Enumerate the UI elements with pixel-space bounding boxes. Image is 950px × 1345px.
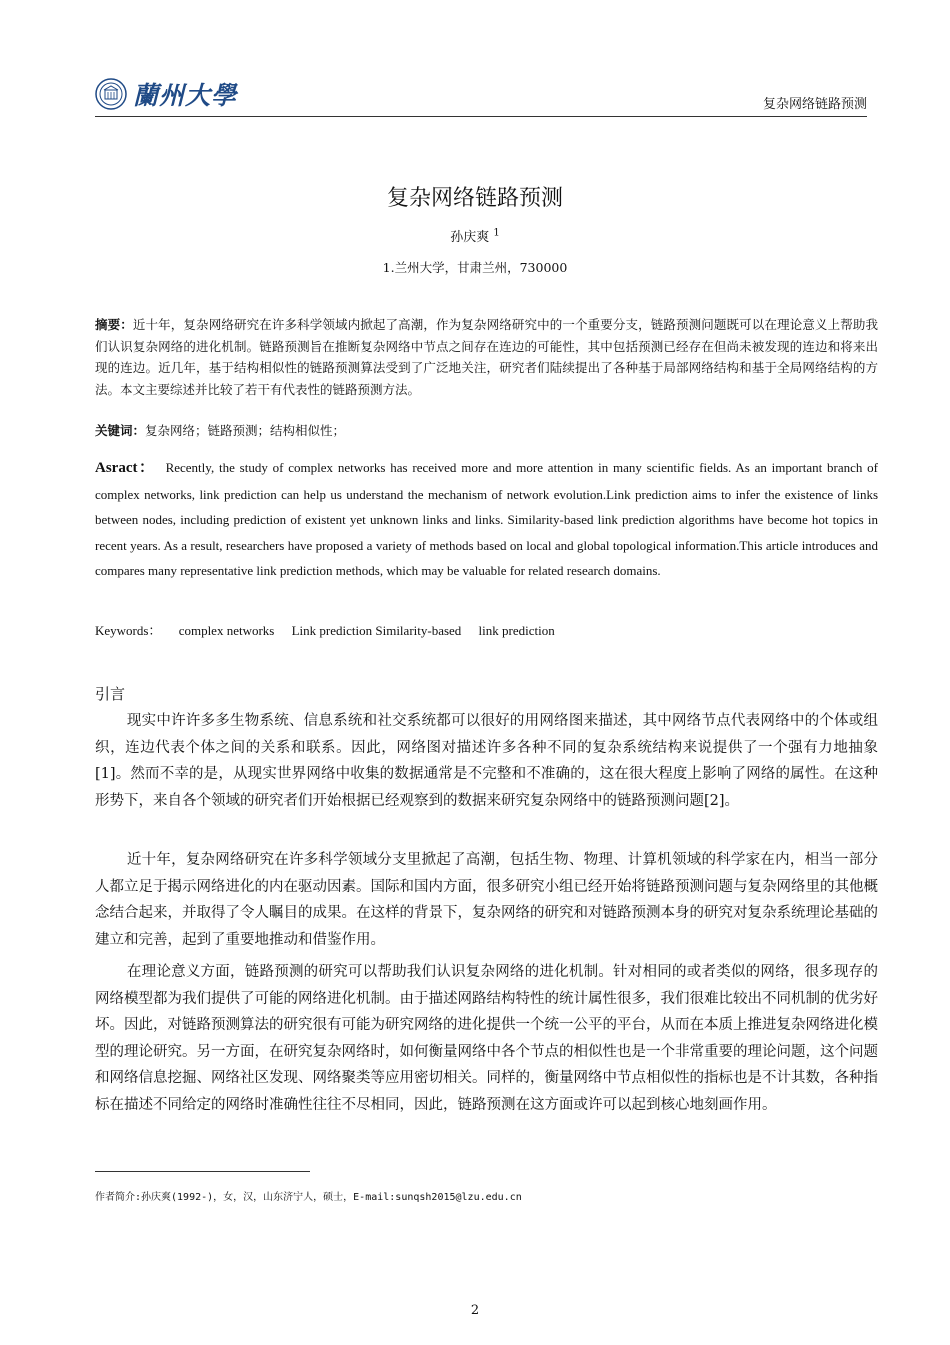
section-heading: 引言 — [95, 685, 126, 703]
keywords-en — [95, 620, 878, 639]
footnote-rule — [95, 1171, 310, 1172]
page-header — [95, 70, 867, 117]
abstract-en-label: Asract： — [95, 460, 156, 476]
university-logo — [95, 76, 237, 112]
abstract-cn-label: 摘要： — [95, 317, 133, 332]
keywords-en-item: link prediction — [478, 623, 555, 638]
page-number: 2 — [470, 1303, 480, 1318]
university-seal-icon — [95, 78, 127, 110]
logo-text: 蘭州大學 — [133, 81, 238, 110]
author-line — [0, 226, 950, 245]
affiliation: 1.兰州大学，甘肃兰州，730000 — [382, 260, 568, 275]
body-paragraph: 近十年，复杂网络研究在许多科学领域分支里掀起了高潮，包括生物、物理、计算机领域的科学家在内，相当一部分人都立足于揭示网络进化的内在驱动因素。国际和国内方面，很多研究小组已经开始将链路预测问题与复杂网络里的其他概念结合起来，并取得了令人瞩目的成果。在这样的背景下，复杂网络的研究和对链路预测本身的研究对复杂系统理论基础的建立和完善，起到了重要地推动和借鉴作用。 — [95, 852, 878, 948]
body-paragraph: 现实中许许多多生物系统、信息系统和社交系统都可以很好的用网络图来描述，其中网络节点代表网络中的个体或组织，连边代表个体之间的关系和联系。因此，网络图对描述许多各种不同的复杂系统结构来说提供了一个强有力地抽象[1]。然而不幸的是，从现实世界网络中收集的数据通常是不完整和不准确的，这在很大程度上影响了网络的属性。在这种形势下，来自各个领域的研究者们开始根据已经观察到的数据来研究复杂网络中的链路预测问题[2]。 — [95, 713, 878, 809]
keywords-en-label: Keywords： — [95, 623, 162, 638]
author-affiliation-mark: 1 — [493, 227, 500, 239]
abstract-cn-text: 近十年，复杂网络研究在许多科学领域内掀起了高潮，作为复杂网络研究中的一个重要分支，链路预测问题既可以在理论意义上帮助我们认识复杂网络的进化机制。链路预测旨在推断复杂网络中节点之间存在连边的可能性，其中包括预测已经存在但尚未被发现的连边和将来出现的连边。近几年，基于结构相似性的链路预测算法受到了广泛地关注，研究者们陆续提出了各种基于局部网络结构和基于全局网络结构的方法。本文主要综述并比较了若干有代表性的链路预测方法。 — [95, 317, 878, 397]
abstract-en-text: Recently, the study of complex networks has received more and more attention in many scientific fields. As an important branch of complex networks, link prediction can help us understand the mechanism of network evolution.Link prediction aims to infer the existence of links between nodes, including prediction of existent yet unknown links and links. Similarity-based link prediction algorithms have become hot topics in recent years. As a result, researchers have proposed a variety of methods based on local and global topological information.This article introduces and compares many representative link prediction methods, which may be valuable for related research domains. — [95, 460, 878, 578]
running-title: 复杂网络链路预测 — [762, 97, 867, 112]
footnote: 作者简介:孙庆爽(1992-)，女，汉，山东济宁人，硕士，E-mail:sunqsh2015@lzu.edu.cn — [95, 1192, 522, 1203]
paper-title: 复杂网络链路预测 — [386, 186, 563, 211]
author-name: 孙庆爽 — [450, 230, 490, 245]
abstract-cn — [95, 314, 878, 400]
body-paragraph: 在理论意义方面，链路预测的研究可以帮助我们认识复杂网络的进化机制。针对相同的或者类似的网络，很多现存的网络模型都为我们提供了可能的网络进化机制。由于描述网路结构特性的统计属性很多，我们很难比较出不同机制的优劣好坏。因此，对链路预测算法的研究很有可能为研究网络的进化提供一个统一公平的平台，从而在本质上推进复杂网络进化模型的理论研究。另一方面，在研究复杂网络时，如何衡量网络中各个节点的相似性也是一个非常重要的理论问题，这个问题和网络信息挖掘、网络社区发现、网络聚类等应用密切相关。同样的，衡量网络中节点相似性的指标也是不计其数，各种指标在描述不同给定的网络时准确性往往不尽相同，因此，链路预测在这方面或许可以起到核心地刻画作用。 — [95, 964, 878, 1113]
keywords-cn-text: 复杂网络；链路预测；结构相似性； — [145, 423, 346, 438]
keywords-en-item: complex networks — [178, 623, 275, 638]
keywords-cn-label: 关键词： — [95, 423, 146, 438]
abstract-en — [95, 455, 878, 584]
keywords-en-item: Link prediction Similarity-based — [291, 623, 462, 638]
keywords-cn — [95, 421, 878, 439]
